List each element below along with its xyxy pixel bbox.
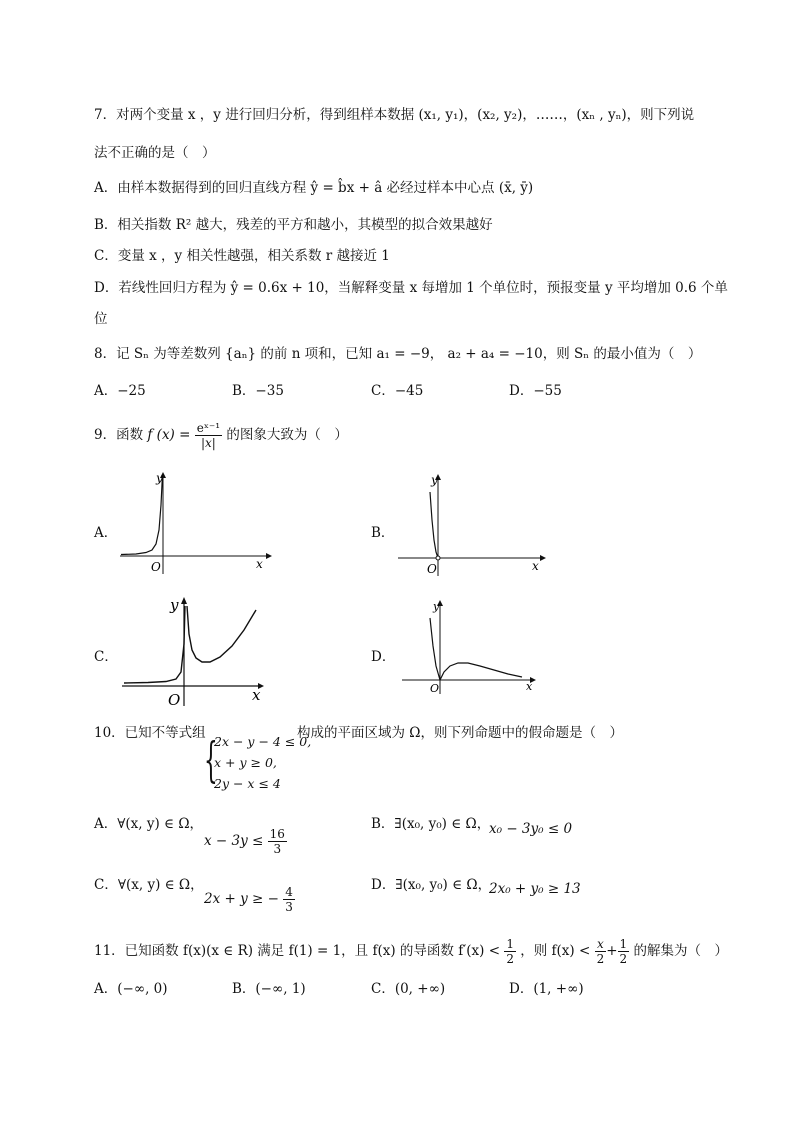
q11-option-d: D．(1, +∞) bbox=[509, 981, 584, 997]
q11-stem bbox=[94, 934, 728, 968]
q10-inequality-1: 2x − y − 4 ≤ 0, bbox=[214, 734, 312, 749]
q7-option-d-line1: D．若线性回归方程为 ŷ = 0.6x + 10，当解释变量 x 每增加 1 个单位时，预报变量 y 平均增加 0.6 个单 bbox=[94, 280, 728, 296]
q7-option-c: C．变量 x ，y 相关性越强，相关系数 r 越接近 1 bbox=[94, 248, 390, 264]
q9-label-b: B． bbox=[371, 525, 395, 541]
q10-inequality-system bbox=[204, 732, 312, 794]
q8-option-d: D．−55 bbox=[509, 383, 562, 399]
q9-stem bbox=[94, 418, 348, 452]
q10-option-d-prefix: D．∃(x₀, y₀) ∈ Ω， bbox=[371, 877, 492, 893]
q10-option-c-prefix: C．∀(x, y) ∈ Ω， bbox=[94, 877, 204, 893]
q11-half-fraction bbox=[504, 937, 516, 966]
q8-option-a: A．−25 bbox=[94, 383, 146, 399]
q10-option-d-expr: 2x₀ + y₀ ≥ 13 bbox=[489, 881, 581, 897]
q9-label-c: C． bbox=[94, 649, 118, 665]
q7-stem-line1: 7．对两个变量 x ，y 进行回归分析，得到组样本数据 (x₁, y₁)，(x₂, y₂)，……，(xₙ , yₙ)，则下列说 bbox=[94, 107, 695, 123]
q9-fraction-denominator: |x| bbox=[200, 436, 216, 450]
q10-option-c-denominator: 3 bbox=[285, 900, 293, 914]
q9-label-d: D． bbox=[371, 649, 396, 665]
q10-brace: { bbox=[204, 732, 218, 788]
q9c-origin: O bbox=[168, 691, 181, 709]
q10-option-c-expr bbox=[204, 882, 295, 916]
q7-option-a: A．由样本数据得到的回归直线方程 ŷ = b̂x + â 必经过样本中心点 (x̄, ȳ) bbox=[94, 180, 534, 196]
q9-fraction-numerator: eˣ⁻¹ bbox=[196, 421, 221, 435]
q8-stem: 8．记 Sₙ 为等差数列 {aₙ} 的前 n 项和，已知 a₁ = −9， a₂ + a₄ = −10，则 Sₙ 的最小值为（ ） bbox=[94, 346, 702, 362]
q10-inequality-3: 2y − x ≤ 4 bbox=[214, 776, 281, 791]
q10-option-c-inequality: 2x + y ≥ − bbox=[204, 891, 279, 907]
q11-option-c: C．(0, +∞) bbox=[371, 981, 446, 997]
q9-graph-d bbox=[398, 596, 542, 696]
q10-option-b-prefix: B．∃(x₀, y₀) ∈ Ω， bbox=[371, 816, 491, 832]
q10-option-a-numerator: 16 bbox=[269, 827, 285, 841]
q9-function-fraction bbox=[195, 421, 222, 450]
q9-function-lhs: f (x) = bbox=[147, 427, 191, 443]
q11-stem-part-b: ，则 f(x) < bbox=[520, 943, 591, 959]
q11-option-a: A．(−∞, 0) bbox=[94, 981, 168, 997]
q11-x-over-2-fraction bbox=[595, 937, 607, 966]
q11-stem-part-a: 11．已知函数 f(x)(x ∈ R) 满足 f(1) = 1，且 f(x) 的导函数 f′(x) < bbox=[94, 943, 501, 959]
q9c-x-label: x bbox=[252, 686, 261, 704]
q7-stem-line2: 法不正确的是（ ） bbox=[94, 145, 216, 161]
q10-option-a-expr bbox=[204, 824, 287, 858]
q9d-x-label: x bbox=[526, 680, 533, 693]
q9c-y-label: y bbox=[170, 596, 179, 614]
q11-half-numerator: 1 bbox=[506, 937, 514, 951]
q11-half-denominator: 2 bbox=[506, 952, 514, 966]
q10-option-b-expr: x₀ − 3y₀ ≤ 0 bbox=[489, 821, 573, 837]
q9a-y-label: y bbox=[156, 471, 163, 485]
q9d-y-label: y bbox=[433, 600, 440, 613]
q9a-x-label: x bbox=[256, 557, 263, 571]
q9-graph-b bbox=[394, 472, 550, 580]
q9b-x-label: x bbox=[532, 559, 539, 573]
q11-option-b: B．(−∞, 1) bbox=[232, 981, 306, 997]
q9d-origin: O bbox=[430, 682, 440, 695]
q8-option-c: C．−45 bbox=[371, 383, 424, 399]
q11-constant-denominator: 2 bbox=[619, 952, 628, 966]
q9-label-a: A． bbox=[94, 525, 118, 541]
q10-stem-suffix: 构成的平面区域为 Ω，则下列命题中的假命题是（ ） bbox=[297, 725, 623, 741]
q10-option-a-fraction bbox=[268, 827, 287, 856]
q9b-y-label: y bbox=[431, 473, 438, 487]
q11-stem-part-c: 的解集为（ ） bbox=[633, 943, 728, 959]
q7-option-b: B．相关指数 R² 越大，残差的平方和越小，其模型的拟合效果越好 bbox=[94, 217, 493, 233]
q11-constant-half-fraction bbox=[618, 937, 630, 966]
q10-option-c-numerator: 4 bbox=[285, 885, 293, 899]
q10-option-c-fraction bbox=[283, 885, 295, 914]
q9-stem-prefix: 9．函数 bbox=[94, 427, 144, 443]
q9-stem-suffix: 的图象大致为（ ） bbox=[226, 427, 348, 443]
q8-option-b: B．−35 bbox=[232, 383, 284, 399]
q9b-origin: O bbox=[427, 562, 437, 576]
q10-inequality-2: x + y ≥ 0, bbox=[214, 755, 277, 770]
q10-stem-prefix: 10．已知不等式组 bbox=[94, 725, 206, 741]
q11-constant-numerator: 1 bbox=[619, 937, 628, 951]
q10-option-a-inequality: x − 3y ≤ bbox=[204, 833, 264, 849]
q9-graph-a bbox=[116, 470, 276, 580]
q9-graph-c bbox=[118, 594, 270, 710]
q7-option-d-line2: 位 bbox=[94, 311, 108, 327]
q10-option-a-prefix: A．∀(x, y) ∈ Ω， bbox=[94, 816, 204, 832]
q11-plus-sign: + bbox=[606, 943, 618, 959]
q10-option-a-denominator: 3 bbox=[273, 842, 282, 856]
q11-x-numerator: x bbox=[595, 937, 607, 952]
q9a-origin: O bbox=[151, 560, 161, 574]
q11-x-denominator: 2 bbox=[596, 952, 605, 966]
